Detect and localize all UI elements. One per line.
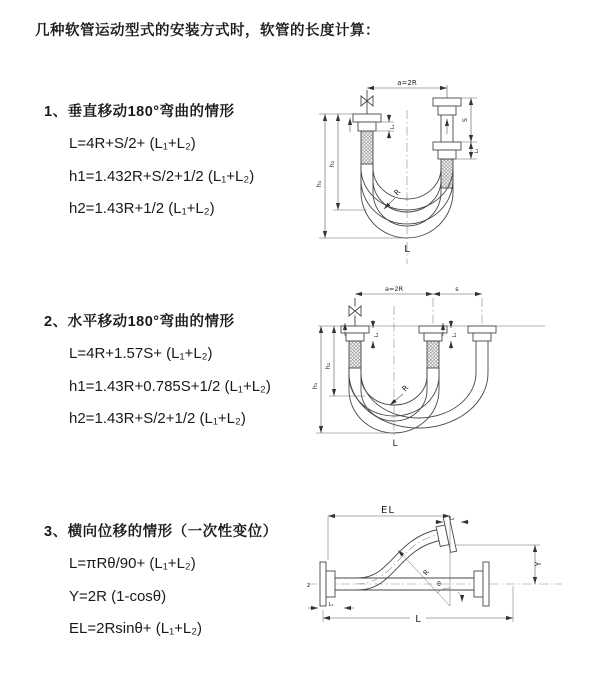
left-flange [320,562,335,606]
dim-label-l1-mid-2: L₁ [452,332,458,338]
diagram-vertical-180-bend [305,72,595,267]
right-pipe-assembly [433,98,461,188]
dim-label-el: EL [381,505,395,516]
hose-u-bends [349,356,488,433]
right-pipe-assembly [468,326,496,356]
formula-L-1: L=4R+S/2+ (L₁+L₂) [69,135,196,152]
valve-icon [349,298,361,326]
dim-label-l1-3: L₁ [328,602,334,608]
formula-L-2: L=4R+1.57S+ (L₁+L₂) [69,345,213,362]
dim-label-s-2: s [455,285,459,293]
dim-label-a2r-1: a=2R [397,79,417,87]
formula-EL-3: EL=2Rsinθ+ (L₁+L₂) [69,620,203,637]
right-flange [474,562,489,606]
dim-label-h2-2: h₂ [324,362,332,370]
s-curve-hose [355,529,442,590]
dim-label-l1-left-1: L₁ [390,124,396,130]
section-3-heading: 3、横向位移的情形（一次性变位） [44,524,278,540]
formula-h1-1: h1=1.432R+S/2+1/2 (L₁+L₂) [69,167,255,185]
formula-Y-3: Y=2R (1-cosθ) [69,587,167,605]
formula-h2-1: h2=1.43R+1/2 (L₁+L₂) [69,200,215,217]
dim-label-y: Y [534,561,543,567]
diagram-lateral-displacement [300,502,600,647]
dim-label-h2-1: h₂ [328,160,336,168]
section-2-heading: 2、水平移动180°弯曲的情形 [44,314,235,330]
section-vertical-bend [44,100,254,226]
dim-label-l1-left-2: L₁ [374,332,380,338]
dim-label-s-1: S [461,117,469,123]
section-1-heading: 1、垂直移动180°弯曲的情形 [44,104,235,120]
dim-label-length-1: L [404,244,410,255]
dim-label-length-2: L [392,439,398,449]
diagram-horizontal-180-bend [305,278,595,463]
formula-h1-2: h1=1.43R+0.785S+1/2 (L₁+L₂) [69,377,271,395]
dim-label-radius-2: R [400,383,411,394]
left-pipe-assembly [353,114,381,164]
centerline-mark: z [307,582,311,589]
dim-label-l1-right-1: L₁ [474,148,480,154]
dim-label-radius-1: R [392,187,403,198]
page-title: 几种软管运动型式的安装方式时，软管的长度计算： [35,23,380,39]
dim-label-l2: L₂ [449,516,455,522]
dim-label-theta: θ [437,581,441,588]
valve-icon [361,90,373,114]
dim-label-length-3: L [415,614,421,625]
section-lateral-displacement [44,520,278,646]
dim-label-h1-2: h₁ [311,382,319,390]
formula-L-3: L=πRθ/90+ (L₁+L₂) [69,555,196,572]
dim-label-a2r-2: a=2R [384,285,404,293]
dim-label-h1-1: h₁ [315,180,323,188]
formula-h2-2: h2=1.43R+S/2+1/2 (L₁+L₂) [69,410,246,427]
dim-label-radius-3: R [421,568,432,578]
section-horizontal-bend [44,310,271,436]
